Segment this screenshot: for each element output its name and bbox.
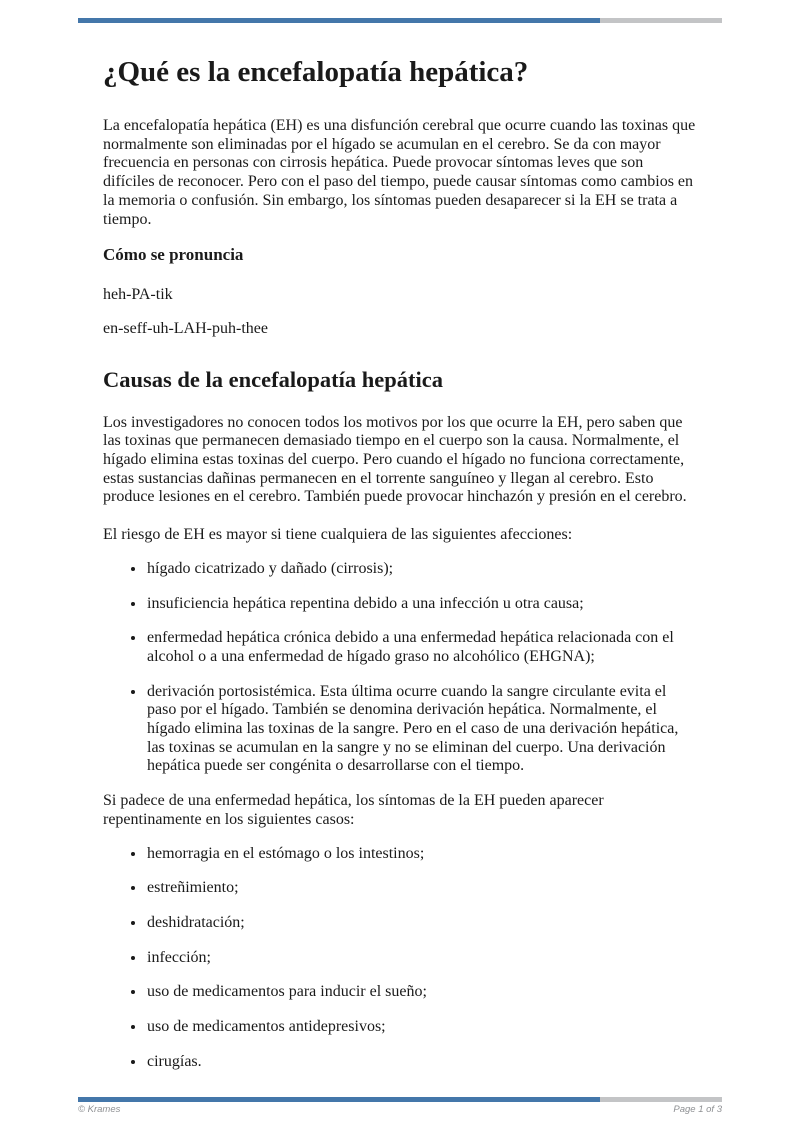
intro-paragraph: La encefalopatía hepática (EH) es una disfunción cerebral que ocurre cuando las toxinas que normalmente son eliminadas por el hígado se acumulan en el cerebro. Se da con mayor frecuencia en personas con cirrosis hepática. Puede provocar síntomas leves que son difíciles de reconocer. Pero con el paso del tiempo, puede causar síntomas como cambios en la memoria o confusión. Sin embargo, los síntomas pueden desaparecer si la EH se trata a tiempo. [103, 117, 696, 228]
list-item: • hígado cicatrizado y dañado (cirrosis); [146, 560, 697, 579]
page-footer [78, 1104, 722, 1116]
document-body [103, 0, 697, 1088]
footer-rule-gray-segment [600, 1097, 722, 1102]
list-item: • enfermedad hepática crónica debido a una enfermedad hepática relacionada con el alcohol o a una enfermedad de hígado graso no alcohólico (EHGNA); [146, 629, 697, 666]
causes-paragraph: Los investigadores no conocen todos los motivos por los que ocurre la EH, pero saben que las toxinas que permanecen demasiado tiempo en el cuerpo son la causa. Normalmente, el hígado elimina estas toxinas del cuerpo. Pero cuando el hígado no funciona correctamente, estas sustancias dañinas permanecen en el torrente sanguíneo y llegan al cerebro. Esto produce lesiones en el cerebro. También puede provocar hinchazón y presión en el cerebro. [103, 413, 687, 506]
risk-factors-list [103, 560, 697, 776]
risk-intro-paragraph: El riesgo de EH es mayor si tiene cualquiera de las siguientes afecciones: [103, 526, 573, 544]
pronunciation-heading: Cómo se pronuncia [103, 245, 244, 265]
sudden-triggers-list [103, 845, 697, 1072]
list-item: • cirugías. [146, 1053, 697, 1072]
page-title: ¿Qué es la encefalopatía hepática? [103, 56, 529, 88]
list-item: • infección; [146, 949, 697, 968]
list-item: • hemorragia en el estómago o los intestinos; [146, 845, 697, 864]
footer-rule [78, 1097, 722, 1102]
list-item: • estreñimiento; [146, 879, 697, 898]
list-item: • derivación portosistémica. Esta última ocurre cuando la sangre circulante evita el paso por el hígado. También se denomina derivación hepática. Normalmente, el hígado elimina las toxinas de la sangre. Pero en el caso de una derivación hepática, las toxinas se acumulan en la sangre y no se eliminan del cuerpo. Una derivación hepática puede ser congénita o desarrollarse con el tiempo. [146, 683, 697, 777]
footer-rule-blue-segment [78, 1097, 600, 1102]
footer-copyright: © Krames [78, 1104, 121, 1115]
footer-page-number: Page 1 of 3 [673, 1104, 722, 1115]
pronunciation-line: en-seff-uh-LAH-puh-thee [103, 319, 268, 337]
causes-heading: Causas de la encefalopatía hepática [103, 366, 443, 392]
list-item: • insuficiencia hepática repentina debido a una infección u otra causa; [146, 595, 697, 614]
list-item: • uso de medicamentos para inducir el sueño; [146, 983, 697, 1002]
sudden-intro-paragraph: Si padece de una enfermedad hepática, los síntomas de la EH pueden aparecer repentinamente en los siguientes casos: [103, 792, 604, 828]
list-item: • uso de medicamentos antidepresivos; [146, 1018, 697, 1037]
list-item: • deshidratación; [146, 914, 697, 933]
pronunciation-line: heh-PA-tik [103, 286, 173, 304]
